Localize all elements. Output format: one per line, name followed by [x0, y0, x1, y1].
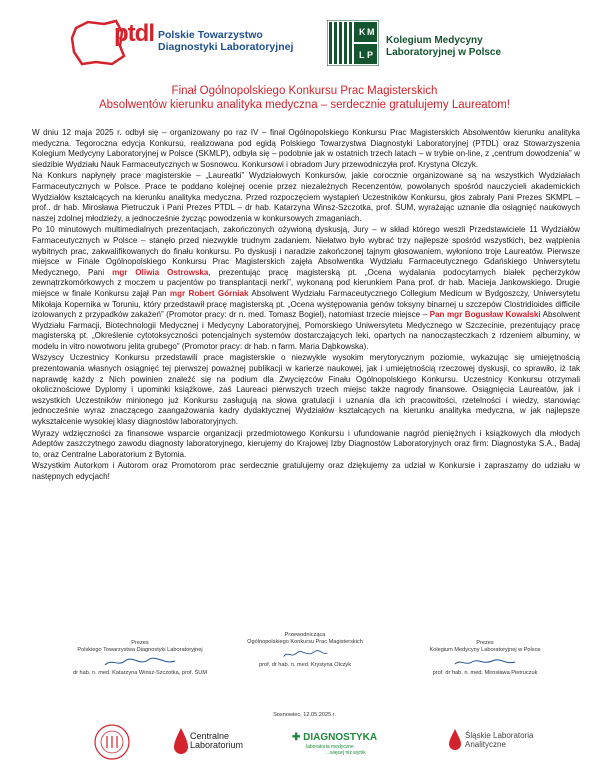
diagnostyka-tagline: ...więcej niż wynik	[326, 750, 366, 756]
signature-role: Prezes	[131, 640, 149, 646]
slaskie-line1: Śląskie Laboratoria	[465, 731, 534, 740]
document-title	[0, 84, 609, 112]
signature-name: prof. dr hab. n. med. Mirosława Pietruczuk	[432, 670, 538, 676]
kmlp-logo-icon	[327, 20, 379, 66]
kmlp-letter-l: L	[359, 50, 365, 60]
signature-chair	[220, 632, 390, 669]
signature-kmlp	[395, 640, 575, 677]
signature-org: Polskiego Towarzystwa Diagnostyki Laboratoryjnej	[77, 647, 203, 653]
laureates-text-a: Po 10 minutowych multimedialnych prezentacjach, zakończonych ożywioną dyskusją, Jury – w skład którego weszli Przedstawiciele 11 Wydziałów Farmaceutycznych w Polsce – stanęło przed niezwykle trudnym zadaniem. Niełatwo było wybrać trzy najlepsze spośród wszystkich, bez wątpienia wybitnych prac, zakwalifikowanych do finału konkursu. Po dyskusji i naradzie zakończonej tajnym głosowaniem, wyłoniono troje Laureatów. Pierwsze miejsce w Finale Ogólnopolskiego Konkursu Prac Magisterskich zajęła Absolwentka Wydziału Farmaceutycznego Gdańskiego Uniwersytetu Medycznego, Pani	[32, 225, 580, 277]
title-line1: Finał Ogólnopolskiego Konkursu Prac Magisterskich	[171, 85, 438, 97]
paragraph-closing: Wszystkim Autorkom i Autorom oraz Promotorom prac serdecznie gratulujemy oraz dziękujemy za udział w Konkursie i zapraszamy do udziału w następnych edycjach!	[32, 461, 580, 481]
kmlp-letter-k: K	[359, 27, 366, 37]
drop-icon	[172, 726, 190, 756]
sponsor-logos	[0, 722, 609, 768]
paragraph-sponsors: Wyrazy wdzięczności za finansowe wsparcie organizacji przedmiotowego Konkursu i ufundowanie nagród pieniężnych i książkowych dla młodych Adeptów zaszczytnego zawodu diagnosty laboratoryjnego, kierujemy do Krajowej Izby Diagnostów Laboratoryjnych oraz firm: Diagnostyka S.A., Badaj to, oraz Centralne Laboratorium z Bytomia.	[32, 428, 580, 459]
signature-ptdl	[50, 640, 230, 677]
centralne-laboratorium-logo	[172, 722, 252, 762]
paragraph-submissions: Na Konkurs napłynęły prace magisterskie – „Laureatki” Wydziałowych Konkursów, jakie corocznie organizowane są na wszystkich Wydziałach Farmaceutycznych w Polsce. Prace te poddano kolejnej ocenie przez niezależnych Recenzentów, powołanych spośród nauczycieli akademickich Wydziałów kształcących na kierunku analityka medyczna. Przed rozpoczęciem wystąpień Uczestników Konkursu, głos zabrały Pani Prezes SKMPL – prof.. dr hab. Mirosława Pietruczuk i Pani Prezes PTDL – dr hab. Katarzyna Winsz-Szczotka, prof. ŚUM, wyrażając uznanie dla osiągnięć naukowych naszej zdolnej młodzieży, a jednocześnie życząc powodzenia w konkursowych zmaganiach.	[32, 171, 580, 223]
ptdl-name-line1: Polskie Towarzystwo	[158, 29, 263, 41]
slaskie-line2: Analityczne	[465, 740, 506, 749]
kmlp-name-line1: Kolegium Medycyny	[386, 35, 483, 46]
letterhead	[0, 0, 609, 80]
signature-org: Kolegium Medycyny Laboratoryjnej w Polsce	[429, 647, 541, 653]
kidl-seal-icon	[92, 722, 132, 762]
signature-role: Przewodnicząca	[284, 632, 326, 638]
ptdl-name-line2: Diagnostyki Laboratoryjnej	[158, 41, 294, 53]
diagnostyka-sub: laboratoria medyczne	[306, 744, 354, 750]
centralne-line2: Laboratorium	[190, 740, 244, 750]
laureates-text-d: Absolwent Wydziału Farmacji, Biotechnologii Medycznej i Medycyny Laboratoryjnej, Pomorskiego Uniwersytetu Medycznego w Szczecinie, prezentujący pracę magisterską pt. „Określenie cytotoksyczności potencjalnych systemów dostarczających leki, opartych na nanocząsteczkach z rdzeniem albuminy, w modelu in vitro nowotworu jelita grubego” (Promotor pracy: dr hab. n farm. Maria Dąbkowska).	[32, 310, 580, 351]
slaskie-laboratoria-logo	[448, 722, 558, 762]
diagnostyka-logo	[292, 722, 412, 762]
laureate-second: mgr Robert Górniak	[169, 288, 249, 298]
title-line2: Absolwentów kierunku analityka medyczna – serdecznie gratulujemy Laureatom!	[98, 99, 511, 111]
plus-icon: ✚	[292, 732, 301, 743]
centralne-line1: Centralne	[190, 731, 230, 741]
handwritten-signature-icon	[100, 656, 180, 668]
laureate-third: Pan mgr Bogusław Kowalski	[429, 310, 541, 320]
paragraph-participants: Wszyscy Uczestnicy Konkursu przedstawili prace magisterskie o niezwykle wysokim merytorycznym poziomie, wykazując się umiejętnością prezentowania własnych osiągnięć tej pierwszej poważnej publikacji w karierze naukowej, jak i umiejętnością rzeczowej dyskusji, co sprawiło, iż tak naprawdę każdy z Nich powinien znaleźć się na podium dla Zwycięzców Finału Ogólnopolskiego Konkursu. Uczestnicy Konkursu otrzymali okolicznościowe Dyplomy i upominki książkowe, zaś Laureaci pierwszych trzech miejsc także nagrody finansowe. Osiągnięcia Laureatów, jak i wszystkich Uczestników minionego już Konkursu zasługują na słowa gratulacji i uznania dla ich pracowitości, rzetelności i wiedzy, stanowiąc jednocześnie wyraz znaczącego zaangażowania kadry dydaktycznej Wydziałów kształcących na kierunku analityka medyczna, w jak najlepsze wykształcenie wysokiej klasy diagnostów laboratoryjnych.	[32, 353, 580, 427]
paragraph-intro: W dniu 12 maja 2025 r. odbył się – organizowany po raz IV – finał Ogólnopolskiego Konkursu Prac Magisterskich Absolwentów kierunku analityka medyczna. Tegoroczna edycja Konkursu, realizowana pod egidą Polskiego Towarzystwa Diagnostyki Laboratoryjnej (PTDL) oraz Stowarzyszenia Kolegium Medycyny Laboratoryjnej w Polsce (SKMLP), odbyła się – podobnie jak w ostatnich trzech latach – w trybie on-line, z „centrum dowodzenia” w siedzibie Wydziału Nauk Farmaceutycznych w Sosnowcu. Konkursowi i obradom Jury przewodniczyła prof. Krystyna Olczyk.	[32, 128, 580, 169]
laureates-text-c: Absolwent Wydziału Farmaceutycznego Collegium Medicum w Bydgoszczy, Uniwersytetu Mikołaja Kopernika w Toruniu, który przedstawił pracę magisterską pt. „Ocena występowania genów toksyny binarnej u szczepów Clostridioides difficile izolowanych z przypadków zakażeń” (Promotor pracy: dr n. med. Tomasz Bogiel), natomiast trzecie miejsce –	[32, 288, 580, 320]
signature-role: Prezes	[476, 640, 494, 646]
laureates-text-b: , prezentując pracę magisterską pt. „Ocena wydalania podocytarnych białek pęcherzyków zewnątrzkomórkowych z moczem u pacjentów po transplantacji nerki”, wykonaną pod kierunkiem Pana prof. dr hab. Macieja Jankowskiego. Drugie miejsce w finale Konkursu zajął Pan	[32, 267, 580, 298]
handwritten-signature-icon	[450, 656, 520, 668]
signature-org: Ogólnopolskiego Konkursu Prac Magisterskich	[247, 639, 363, 645]
signature-name: dr hab. n. med. Katarzyna Winsz-Szczotka, prof. ŚUM	[73, 670, 207, 676]
kmlp-name-line2: Laboratoryjnej w Polsce	[386, 47, 502, 58]
document-body	[32, 128, 580, 484]
ptdl-name	[158, 29, 293, 53]
signature-name: prof. dr hab. n. med. Krystyna Olczyk	[258, 662, 352, 668]
diagnostyka-name: DIAGNOSTYKA	[303, 732, 378, 743]
kmlp-letter-p: P	[367, 50, 374, 60]
kmlp-letter-m: M	[367, 27, 375, 37]
ptdl-logo-text: ptdl	[114, 20, 154, 47]
paragraph-laureates	[32, 225, 580, 352]
handwritten-signature-icon	[275, 648, 335, 660]
drop-icon	[448, 728, 462, 750]
laureate-first: mgr Oliwia Ostrowska	[112, 267, 209, 277]
place-date: Sosnowiec, 12.05.2025 r.	[273, 712, 336, 718]
kmlp-name	[386, 35, 501, 59]
